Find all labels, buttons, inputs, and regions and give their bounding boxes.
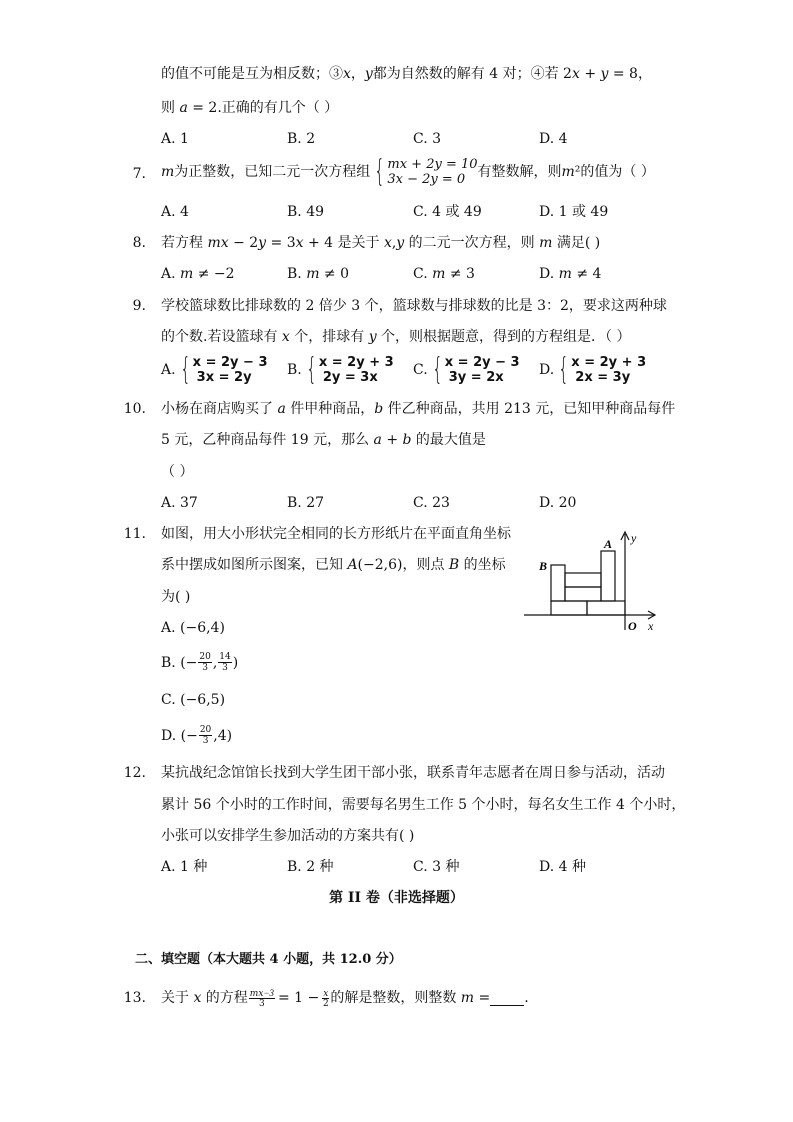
q9-option-c xyxy=(413,352,520,387)
q9-number: 9. xyxy=(132,298,146,314)
point-b-label: B xyxy=(539,559,548,573)
part-title: 二、填空题（本大题共 4 小题，共 12.0 分） xyxy=(135,952,402,967)
q13-text-end: . xyxy=(524,990,529,1006)
q7-equation-system xyxy=(370,154,478,189)
q13-frac2-num: 𝑥 xyxy=(323,987,329,998)
q11-option-d-frac-den: 3 xyxy=(202,736,209,746)
q11-option-b-prefix: B. (− xyxy=(161,654,198,671)
q12-option-b: B. 2 种 xyxy=(287,859,334,875)
q8-option-d: D. 𝑚 ≠ 4 xyxy=(539,266,602,282)
q7-number: 7. xyxy=(132,166,146,182)
q11-option-b-comma: , xyxy=(212,654,218,671)
q12-number: 12. xyxy=(123,765,146,781)
q6-option-a: A. 1 xyxy=(161,131,189,147)
origin-label: O xyxy=(628,619,637,633)
q11-option-b-frac2-num: 14 xyxy=(219,652,231,662)
q11-option-d-prefix: D. (− xyxy=(161,727,198,744)
q9-option-a-row2: 3x = 2y xyxy=(196,370,252,385)
q7-stem xyxy=(161,154,655,189)
q9-option-d-row1: x = 2y + 3 xyxy=(571,355,647,370)
rectangle-pieces xyxy=(551,551,625,615)
q11-coordinate-figure xyxy=(520,528,662,638)
q7-option-b: B. 49 xyxy=(287,204,325,220)
q13-stem xyxy=(161,984,529,1012)
q9-option-b-row1: x = 2y + 3 xyxy=(318,355,394,370)
brace-icon: { xyxy=(374,154,386,189)
q13-answer-blank[interactable] xyxy=(490,991,524,1006)
q13-text-mid: = 1 − xyxy=(277,990,320,1006)
q10-option-a: A. 37 xyxy=(161,495,198,511)
q7-text-pre: 𝑚为正整数，已知二元一次方程组 xyxy=(161,164,371,180)
x-axis-label: x xyxy=(648,619,654,633)
q12-line2: 累计 56 个小时的工作时间，需要每名男生工作 5 个小时，每名女生工作 4 个小时， xyxy=(161,797,686,813)
brace-icon: { xyxy=(179,352,191,387)
q7-system-row2: 3𝑥 − 2𝑦 = 0 xyxy=(387,172,466,187)
q12-line1: 某抗战纪念馆馆长找到大学生团干部小张，联系青年志愿者在周日参与活动，活动 xyxy=(161,765,665,781)
q9-option-d xyxy=(539,352,647,387)
q7-option-d: D. 1 或 49 xyxy=(539,204,609,220)
q11-option-b-frac1-den: 3 xyxy=(202,663,208,673)
q11-option-b xyxy=(161,652,238,673)
q9-option-d-label: D. xyxy=(539,362,555,378)
q6-option-c: C. 3 xyxy=(413,131,442,147)
q9-option-d-row2: 2x = 3y xyxy=(575,370,631,385)
q11-option-d xyxy=(161,725,232,746)
q9-option-b xyxy=(287,352,394,387)
q9-option-c-row2: 3y = 2x xyxy=(448,370,504,385)
q8-number: 8. xyxy=(132,235,146,251)
q13-number: 13. xyxy=(123,990,146,1006)
point-a-label: A xyxy=(604,537,613,551)
q7-option-c: C. 4 或 49 xyxy=(413,204,482,220)
q9-option-b-row2: 2y = 3x xyxy=(322,370,378,385)
q11-option-b-frac1 xyxy=(198,652,211,673)
brace-icon: { xyxy=(558,352,569,387)
q10-option-c: C. 23 xyxy=(413,495,450,511)
volume-title: 第 II 卷（非选择题） xyxy=(329,890,464,906)
q10-option-b: B. 27 xyxy=(287,495,325,511)
q11-option-b-frac2-den: 3 xyxy=(222,663,228,673)
q6-option-d: D. 4 xyxy=(539,131,568,147)
q12-line3: 小张可以安排学生参加活动的方案共有( ) xyxy=(161,828,415,844)
q11-line1: 如图，用大小形状完全相同的长方形纸片在平面直角坐标 xyxy=(161,526,511,542)
q12-option-a: A. 1 种 xyxy=(161,859,208,875)
q9-option-b-label: B. xyxy=(287,362,302,378)
q11-option-d-frac-num: 20 xyxy=(199,725,212,735)
y-axis-label: y xyxy=(631,531,637,545)
q10-option-d: D. 20 xyxy=(539,495,577,511)
q11-option-b-close: ) xyxy=(232,654,239,671)
q9-option-a-label: A. xyxy=(161,362,176,378)
q7-text-post: 有整数解，则𝑚²的值为（ ） xyxy=(477,164,655,180)
q11-option-b-frac2 xyxy=(218,652,231,673)
q11-option-a: A. (−6,4) xyxy=(161,620,225,636)
q11-number: 11. xyxy=(123,526,146,542)
q6-line2: 则 𝑎 = 2.正确的有几个（ ） xyxy=(161,100,339,116)
q12-option-d: D. 4 种 xyxy=(539,859,586,875)
q6-line1: 的值不可能是互为相反数；③𝑥，𝑦都为自然数的解有 4 对；④若 2𝑥 + 𝑦 = 8， xyxy=(161,66,652,82)
q9-option-c-label: C. xyxy=(413,362,428,378)
q13-frac1 xyxy=(249,988,275,1009)
q11-option-b-frac1-num: 20 xyxy=(199,652,211,662)
q9-option-a xyxy=(161,352,268,387)
q8-option-a: A. 𝑚 ≠ −2 xyxy=(161,266,235,282)
q13-text-post: 的解是整数，则整数 𝑚 = xyxy=(330,990,491,1006)
q9-line1: 学校篮球数比排球数的 2 倍少 3 个，篮球数与排球数的比是 3：2，要求这两种球 xyxy=(161,298,667,314)
q10-line2: 5 元，乙种商品每件 19 元，那么 𝑎 + 𝑏 的最大值是 xyxy=(161,432,486,448)
q11-line3: 为( ) xyxy=(161,589,191,605)
q6-option-b: B. 2 xyxy=(287,131,316,147)
q7-system-row1: 𝑚𝑥 + 2𝑦 = 10 xyxy=(387,157,478,172)
q11-option-d-suffix: ,4) xyxy=(213,727,233,744)
q11-option-d-frac xyxy=(199,725,212,746)
brace-icon: { xyxy=(306,352,317,387)
q9-option-a-row1: x = 2y − 3 xyxy=(192,355,268,370)
q13-frac2-den: 2 xyxy=(322,998,329,1009)
q10-number: 10. xyxy=(123,401,146,417)
q13-frac2 xyxy=(322,988,329,1009)
q8-stem: 若方程 𝑚𝑥 − 2𝑦 = 3𝑥 + 4 是关于 𝑥,𝑦 的二元一次方程，则 𝑚 满足( ) xyxy=(161,235,601,251)
q13-frac1-den: 3 xyxy=(259,998,265,1009)
q13-text-pre: 关于 𝑥 的方程 xyxy=(161,990,248,1006)
q8-option-c: C. 𝑚 ≠ 3 xyxy=(413,266,475,282)
q11-option-c: C. (−6,5) xyxy=(161,692,226,708)
q8-option-b: B. 𝑚 ≠ 0 xyxy=(287,266,350,282)
q12-option-c: C. 3 种 xyxy=(413,859,460,875)
q11-line2: 系中摆成如图所示图案，已知 𝐴(−2,6)，则点 𝐵 的坐标 xyxy=(161,557,506,573)
brace-icon: { xyxy=(431,352,443,387)
q9-line2: 的个数.若设篮球有 𝑥 个，排球有 𝑦 个，则根据题意，得到的方程组是．（ ） xyxy=(161,329,631,345)
q9-option-c-row1: x = 2y − 3 xyxy=(444,355,520,370)
q13-frac1-num: 𝑚𝑥−3 xyxy=(249,987,274,998)
q7-option-a: A. 4 xyxy=(161,204,189,220)
q10-line1: 小杨在商店购买了 𝑎 件甲种商品，𝑏 件乙种商品，共用 213 元，已知甲种商品每件 xyxy=(161,401,676,417)
q10-line3: （ ） xyxy=(161,464,194,480)
